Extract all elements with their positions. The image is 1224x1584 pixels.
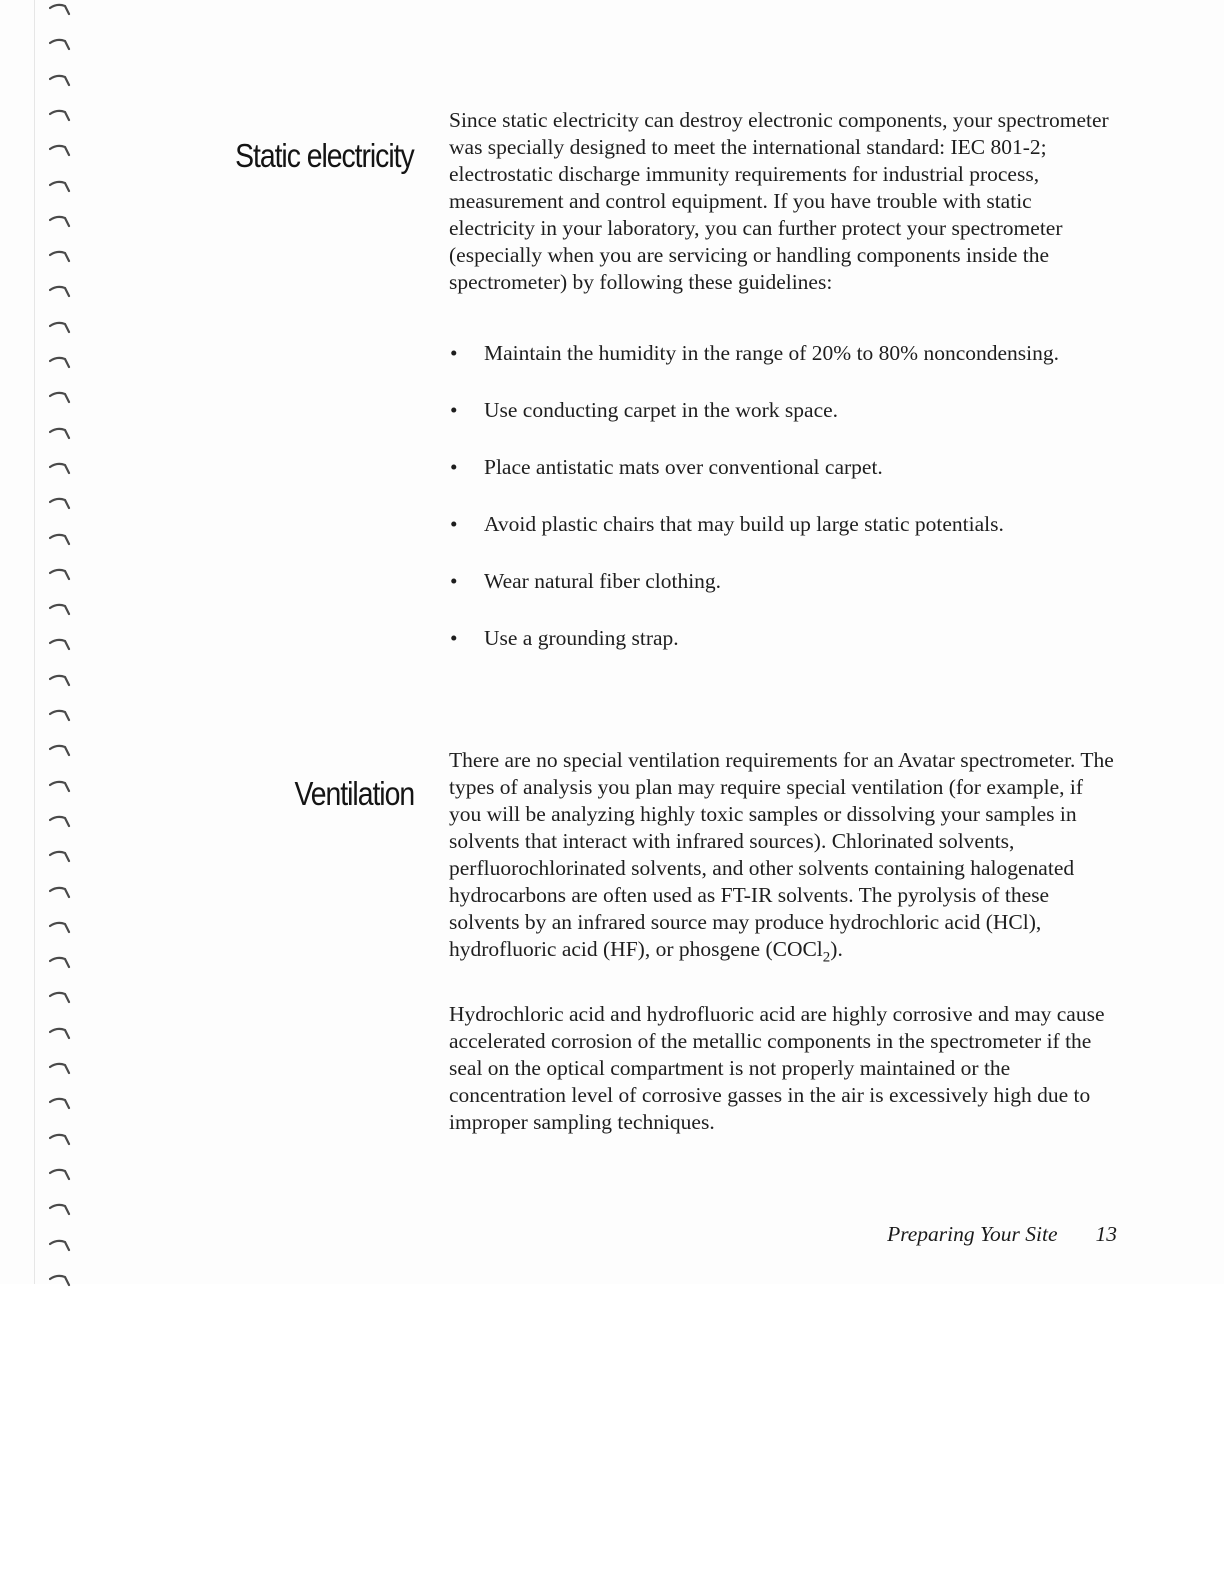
bullet-icon: • bbox=[450, 341, 458, 365]
binding-ring-icon bbox=[49, 179, 69, 193]
binding-ring-icon bbox=[49, 108, 69, 122]
bullet-icon: • bbox=[450, 569, 458, 593]
list-item-text: Use conducting carpet in the work space. bbox=[484, 398, 839, 422]
binding-ring-icon bbox=[49, 1026, 69, 1040]
binding-ring-icon bbox=[49, 1096, 69, 1110]
bullet-icon: • bbox=[450, 512, 458, 536]
binding-ring-icon bbox=[49, 532, 69, 546]
binding-ring-icon bbox=[49, 320, 69, 334]
spiral-binding bbox=[34, 0, 87, 1284]
list-item bbox=[449, 397, 1117, 424]
static-guidelines-list bbox=[449, 340, 1117, 652]
binding-ring-icon bbox=[49, 673, 69, 687]
list-item-text: Avoid plastic chairs that may build up large static potentials. bbox=[484, 512, 1004, 536]
binding-ring-icon bbox=[49, 73, 69, 87]
binding-ring-icon bbox=[49, 1273, 69, 1287]
binding-ring-icon bbox=[49, 849, 69, 863]
list-item-text: Place antistatic mats over conventional carpet. bbox=[484, 455, 883, 479]
binding-ring-icon bbox=[49, 2, 69, 16]
binding-ring-icon bbox=[49, 461, 69, 475]
binding-ring-icon bbox=[49, 1202, 69, 1216]
list-item-text: Maintain the humidity in the range of 20% to 80% noncondensing. bbox=[484, 341, 1060, 365]
page-footer bbox=[0, 1222, 1117, 1247]
binding-ring-icon bbox=[49, 637, 69, 651]
binding-ring-icon bbox=[49, 37, 69, 51]
binding-ring-icon bbox=[49, 990, 69, 1004]
static-intro-paragraph: Since static electricity can destroy electronic components, your spectrometer was specially designed to meet the international standard: IEC 801-2; electrostatic discharge immunity requirements for industrial process, measurement and control equipment. If you have trouble with static electricity in your laboratory, you can further protect your spectrometer (especially when you are servicing or handling components inside the spectrometer) by following these guidelines: bbox=[449, 108, 1109, 294]
list-item bbox=[449, 568, 1117, 595]
list-item bbox=[449, 340, 1117, 367]
binding-ring-icon bbox=[49, 602, 69, 616]
binding-ring-icon bbox=[49, 1167, 69, 1181]
bullet-icon: • bbox=[450, 626, 458, 650]
binding-ring-icon bbox=[49, 249, 69, 263]
ventilation-paragraph-2: Hydrochloric acid and hydrofluoric acid are highly corrosive and may cause accelerated corrosion of the metallic components in the spectrometer if the seal on the optical compartment is not properly maintained or the concentration level of corrosive gasses in the air is excessively high due to improper sampling techniques. bbox=[449, 1002, 1105, 1135]
binding-ring-icon bbox=[49, 496, 69, 510]
binding-ring-icon bbox=[49, 567, 69, 581]
binding-ring-icon bbox=[49, 1061, 69, 1075]
page-number: 13 bbox=[1095, 1222, 1117, 1246]
binding-ring-icon bbox=[49, 955, 69, 969]
ventilation-paragraph-1: There are no special ventilation requirements for an Avatar spectrometer. The types of analysis you plan may require special ventilation (for example, if you will be analyzing highly toxic samples or dissolving your samples in solvents that interact with infrared sources). Chlorinated solvents, perfluorochlorinated solvents, and other solvents containing halogenated hydrocarbons are often used as FT-IR solvents. The pyrolysis of these solvents by an infrared source may produce hydrochloric acid (HCl), hydrofluoric acid (HF), or phosgene (COCl$_2$). bbox=[449, 748, 1114, 966]
ventilation-section bbox=[449, 747, 1117, 1136]
list-item bbox=[449, 625, 1117, 652]
bullet-icon: • bbox=[450, 398, 458, 422]
bullet-icon: • bbox=[450, 455, 458, 479]
footer-chapter-title: Preparing Your Site bbox=[887, 1222, 1058, 1246]
binding-ring-icon bbox=[49, 1132, 69, 1146]
static-electricity-section bbox=[449, 107, 1117, 682]
binding-ring-icon bbox=[49, 779, 69, 793]
binding-ring-icon bbox=[49, 920, 69, 934]
list-item-text: Wear natural fiber clothing. bbox=[484, 569, 722, 593]
subscript: 2 bbox=[822, 949, 831, 966]
binding-ring-icon bbox=[49, 708, 69, 722]
binding-ring-icon bbox=[49, 426, 69, 440]
binding-ring-icon bbox=[49, 143, 69, 157]
binding-ring-icon bbox=[49, 814, 69, 828]
binding-ring-icon bbox=[49, 284, 69, 298]
binding-ring-icon bbox=[49, 885, 69, 899]
binding-ring-icon bbox=[49, 355, 69, 369]
section-heading-static-electricity: Static electricity bbox=[235, 137, 414, 175]
list-item bbox=[449, 454, 1117, 481]
section-heading-ventilation: Ventilation bbox=[294, 775, 414, 813]
binding-ring-icon bbox=[49, 390, 69, 404]
list-item-text: Use a grounding strap. bbox=[484, 626, 679, 650]
binding-ring-icon bbox=[49, 743, 69, 757]
list-item bbox=[449, 511, 1117, 538]
binding-ring-icon bbox=[49, 214, 69, 228]
